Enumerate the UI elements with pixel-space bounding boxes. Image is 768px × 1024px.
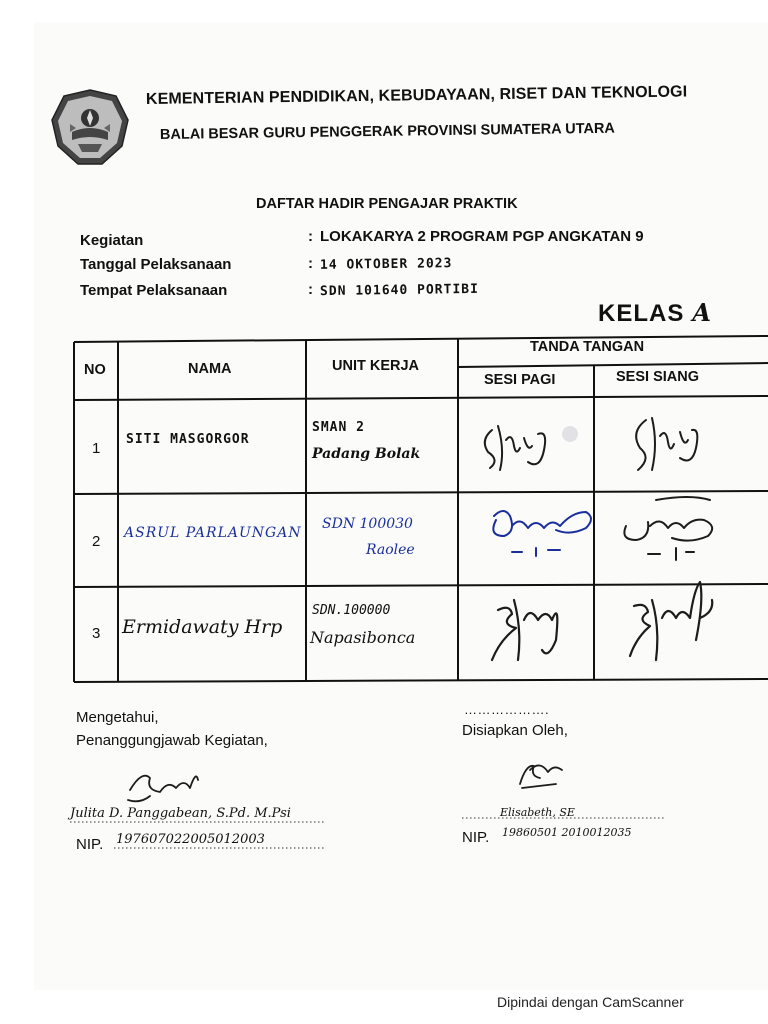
header-no: NO (84, 362, 106, 378)
row-2-unit-line2: Raolee (366, 542, 415, 558)
left-nip-value: 197607022005012003 (116, 832, 265, 847)
mengetahui-label: Mengetahui, (76, 709, 159, 726)
header-unit-kerja: UNIT KERJA (332, 358, 420, 374)
camscanner-watermark: Dipindai dengan CamScanner (497, 994, 684, 1010)
kegiatan-label: Kegiatan (80, 232, 144, 249)
kegiatan-colon: : (308, 228, 313, 245)
row-2-nama: ASRUL PARLAUNGAN (124, 525, 302, 541)
row-3-unit-line2: Napasibonca (310, 628, 416, 647)
tempat-value: SDN 101640 PORTIBI (319, 281, 479, 300)
right-nip-value: 19860501 2010012035 (502, 826, 632, 839)
header-tanda-tangan: TANDA TANGAN (530, 339, 645, 355)
row-3-no: 3 (92, 625, 101, 642)
header-sesi-pagi: SESI PAGI (484, 372, 556, 388)
kelas-text: KELAS (598, 300, 685, 327)
row-1-no: 1 (92, 440, 101, 457)
disiapkan-name: Elisabeth, SE (500, 806, 575, 819)
tut-wuri-handayani-emblem-icon (50, 88, 130, 168)
tempat-label: Tempat Pelaksanaan (80, 282, 228, 299)
row-1-nama: SITI MASGORGOR (126, 432, 250, 447)
penanggungjawab-name: Julita D. Panggabean, S.Pd. M.Psi (70, 806, 291, 821)
kelas-label (598, 298, 712, 328)
header-nama: NAMA (188, 361, 232, 377)
kelas-value: A (692, 298, 712, 327)
right-nip-label: NIP. (462, 829, 490, 846)
penanggungjawab-label: Penanggungjawab Kegiatan, (76, 732, 268, 749)
tanggal-value: 14 OKTOBER 2023 (319, 256, 453, 273)
left-nip-label: NIP. (76, 836, 104, 853)
row-2-no: 2 (92, 533, 101, 550)
tanggal-colon: : (308, 255, 313, 272)
tanggal-label: Tanggal Pelaksanaan (80, 256, 232, 273)
document-title: DAFTAR HADIR PENGAJAR PRAKTIK (256, 196, 518, 212)
disiapkan-label: Disiapkan Oleh, (462, 722, 568, 739)
institution-heading: BALAI BESAR GURU PENGGERAK PROVINSI SUMATERA UTARA (159, 120, 615, 143)
kegiatan-value: LOKAKARYA 2 PROGRAM PGP ANGKATAN 9 (320, 228, 644, 245)
tempat-colon: : (308, 281, 313, 298)
row-1-unit-line1: SMAN 2 (312, 420, 365, 435)
ministry-heading: KEMENTERIAN PENDIDIKAN, KEBUDAYAAN, RISET DAN TEKNOLOGI (145, 83, 688, 108)
row-3-nama: Ermidawaty Hrp (122, 616, 283, 638)
header-sesi-siang: SESI SIANG (616, 369, 699, 385)
row-2-unit-line1: SDN 100030 (322, 516, 413, 532)
row-3-unit-line1: SDN.100000 (312, 603, 391, 618)
disiapkan-dots: ………………. (464, 702, 550, 717)
row-1-unit-line2: Padang Bolak (312, 446, 421, 462)
